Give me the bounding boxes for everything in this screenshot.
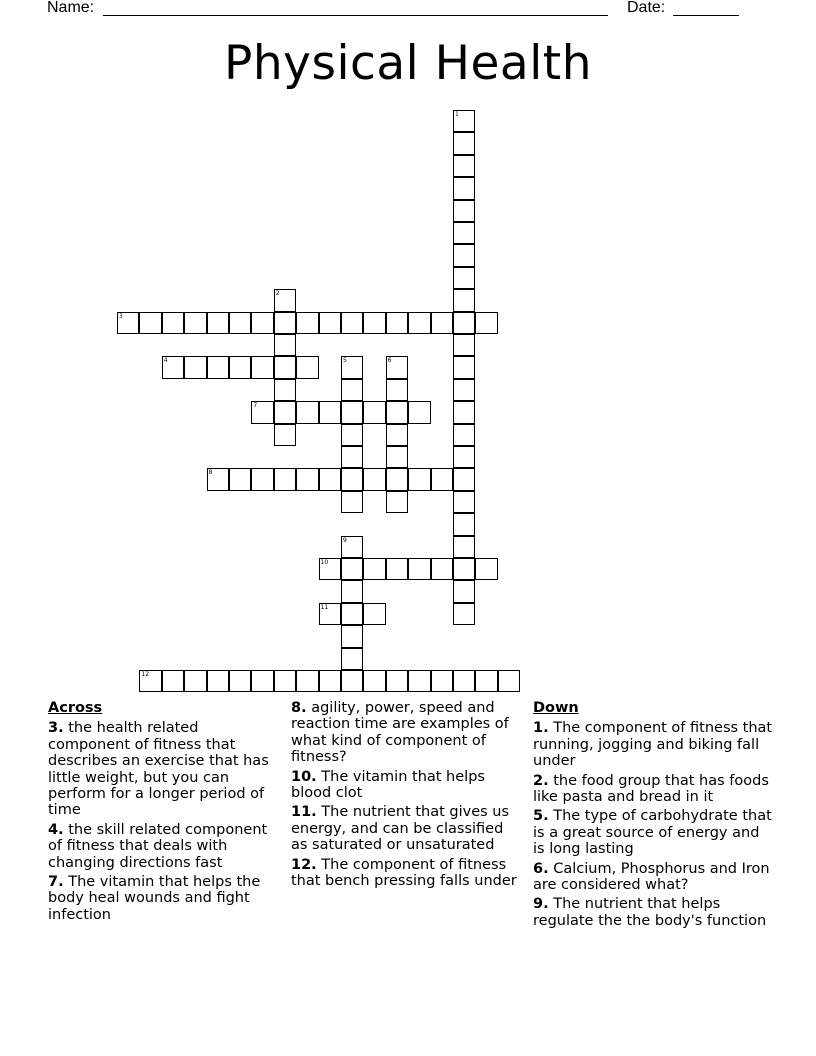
grid-cell[interactable] — [296, 401, 318, 423]
grid-cell[interactable] — [319, 401, 341, 423]
grid-cell[interactable] — [341, 491, 363, 513]
grid-cell[interactable] — [386, 356, 408, 378]
clue-item-number: 8. — [291, 700, 307, 716]
grid-cell[interactable] — [431, 670, 453, 692]
grid-cell[interactable] — [117, 312, 139, 334]
grid-cell[interactable] — [453, 670, 475, 692]
grid-cell[interactable] — [184, 312, 206, 334]
grid-cell[interactable] — [386, 670, 408, 692]
grid-cell[interactable] — [274, 670, 296, 692]
grid-cell[interactable] — [386, 491, 408, 513]
clue-item-number: 7. — [48, 874, 64, 891]
grid-cell[interactable] — [453, 334, 475, 356]
grid-cell[interactable] — [408, 468, 430, 490]
grid-cell[interactable] — [341, 580, 363, 602]
clue-item-number: 2. — [533, 772, 549, 789]
grid-cell[interactable] — [386, 558, 408, 580]
grid-cell[interactable] — [207, 468, 229, 490]
grid-cell[interactable] — [453, 603, 475, 625]
clue-item-text: The nutrient that helps regulate the the body's function — [533, 896, 767, 929]
grid-cell[interactable] — [274, 424, 296, 446]
grid-cell[interactable] — [341, 468, 363, 490]
across-heading: Across — [48, 700, 103, 716]
date-label: Date: — [627, 0, 666, 16]
grid-cell[interactable] — [453, 289, 475, 311]
grid-cell[interactable] — [341, 446, 363, 468]
clue-item — [533, 896, 773, 929]
clue-item-number: 1. — [533, 720, 549, 737]
clue-item — [48, 822, 280, 871]
clue-item-number: 3. — [48, 720, 64, 737]
grid-cell[interactable] — [296, 356, 318, 378]
grid-cell[interactable] — [139, 670, 161, 692]
clue-item — [533, 808, 773, 857]
clue-item-text: The vitamin that helps blood clot — [291, 768, 485, 802]
across-clue-list — [48, 720, 280, 923]
grid-cell[interactable] — [363, 603, 385, 625]
grid-cell[interactable] — [274, 312, 296, 334]
grid-cell[interactable] — [363, 401, 385, 423]
clue-item-number: 4. — [48, 821, 64, 838]
grid-cell[interactable] — [319, 603, 341, 625]
page-title: Physical Health — [224, 36, 592, 91]
grid-cell[interactable] — [341, 424, 363, 446]
grid-cell[interactable] — [341, 312, 363, 334]
clue-number: 9 — [343, 536, 347, 544]
grid-cell[interactable] — [251, 312, 273, 334]
clue-item-text: The component of fitness that running, jogging and biking fall under — [533, 720, 773, 770]
grid-cell[interactable] — [341, 379, 363, 401]
grid-cell[interactable] — [498, 670, 520, 692]
clue-item-text: The nutrient that gives us energy, and can be classified as saturated or unsaturated — [291, 804, 510, 854]
grid-cell[interactable] — [296, 312, 318, 334]
grid-cell[interactable] — [139, 312, 161, 334]
grid-cell[interactable] — [296, 468, 318, 490]
grid-cell[interactable] — [319, 558, 341, 580]
grid-cell[interactable] — [274, 401, 296, 423]
grid-cell[interactable] — [341, 356, 363, 378]
grid-cell[interactable] — [475, 312, 497, 334]
grid-cell[interactable] — [363, 558, 385, 580]
grid-cell[interactable] — [363, 468, 385, 490]
grid-cell[interactable] — [274, 379, 296, 401]
clue-item-text: Calcium, Phosphorus and Iron are considered what? — [533, 860, 770, 894]
grid-cell[interactable] — [162, 670, 184, 692]
grid-cell[interactable] — [274, 356, 296, 378]
grid-cell[interactable] — [229, 356, 251, 378]
grid-cell[interactable] — [274, 468, 296, 490]
clue-item-number: 11. — [291, 804, 317, 821]
grid-cell[interactable] — [453, 132, 475, 154]
grid-cell[interactable] — [341, 558, 363, 580]
name-label: Name: — [47, 0, 95, 16]
grid-cell[interactable] — [453, 468, 475, 490]
grid-cell[interactable] — [251, 468, 273, 490]
down-clue-list — [533, 720, 773, 929]
clue-item — [291, 700, 523, 766]
grid-cell[interactable] — [431, 558, 453, 580]
grid-cell[interactable] — [475, 558, 497, 580]
clue-item-text: the skill related component of fitness that deals with changing directions fast — [48, 821, 268, 871]
grid-cell[interactable] — [431, 312, 453, 334]
grid-cell[interactable] — [341, 625, 363, 647]
clue-number: 8 — [208, 469, 213, 477]
clue-number: 5 — [343, 357, 347, 365]
across-clues-continued — [291, 700, 523, 892]
clue-item-number: 10. — [291, 768, 317, 785]
grid-cell[interactable] — [453, 513, 475, 535]
grid-cell[interactable] — [251, 401, 273, 423]
grid-cell[interactable] — [207, 356, 229, 378]
grid-cell[interactable] — [453, 200, 475, 222]
grid-cell[interactable] — [453, 177, 475, 199]
grid-cell[interactable] — [162, 312, 184, 334]
clue-item-text: the health related component of fitness that describes an exercise that has little weight, but you can perform for a longer period of time — [48, 720, 269, 819]
down-heading: Down — [533, 700, 579, 716]
clue-item-text: The vitamin that helps the body heal wounds and fight infection — [48, 874, 261, 923]
clue-item — [533, 720, 773, 769]
clue-item-text: the food group that has foods like pasta and bread in it — [533, 772, 769, 806]
grid-cell[interactable] — [453, 379, 475, 401]
grid-cell[interactable] — [386, 379, 408, 401]
grid-cell[interactable] — [453, 356, 475, 378]
clue-item-text: The type of carbohydrate that is a great source of energy and is long lasting — [533, 808, 772, 858]
clue-item-number: 6. — [533, 860, 549, 877]
clue-item — [291, 857, 523, 890]
grid-cell[interactable] — [162, 356, 184, 378]
grid-cell[interactable] — [475, 670, 497, 692]
grid-cell[interactable] — [453, 267, 475, 289]
clue-item-number: 5. — [533, 808, 549, 825]
clue-item-number: 9. — [533, 896, 549, 913]
clue-item-text: agility, power, speed and reaction time are examples of what kind of component of fitness? — [291, 700, 509, 766]
clue-item-text: The component of fitness that bench pressing falls under — [291, 856, 517, 890]
clue-number: 10 — [320, 559, 329, 566]
clue-item — [48, 720, 280, 818]
grid-cell[interactable] — [408, 401, 430, 423]
grid-cell[interactable] — [386, 468, 408, 490]
clue-number: 7 — [253, 402, 258, 410]
grid-cell[interactable] — [341, 670, 363, 692]
clue-item — [48, 874, 280, 923]
grid-cell[interactable] — [386, 446, 408, 468]
grid-cell[interactable] — [431, 468, 453, 490]
clue-number: 4 — [163, 357, 168, 365]
grid-cell[interactable] — [229, 468, 251, 490]
across-clue-list-continued — [291, 700, 523, 889]
grid-cell[interactable] — [341, 648, 363, 670]
grid-cell[interactable] — [363, 312, 385, 334]
clue-number: 3 — [119, 312, 123, 320]
grid-cell[interactable] — [229, 312, 251, 334]
grid-cell[interactable] — [341, 536, 363, 558]
grid-cell[interactable] — [453, 491, 475, 513]
clue-item — [291, 769, 523, 802]
grid-cell[interactable] — [229, 670, 251, 692]
grid-cell[interactable] — [386, 401, 408, 423]
grid-cell[interactable] — [363, 670, 385, 692]
grid-cell[interactable] — [453, 222, 475, 244]
grid-cell[interactable] — [453, 244, 475, 266]
grid-cell[interactable] — [251, 356, 273, 378]
grid-cell[interactable] — [453, 401, 475, 423]
grid-cell[interactable] — [386, 424, 408, 446]
clue-item — [533, 861, 773, 894]
grid-cell[interactable] — [453, 558, 475, 580]
clue-item — [533, 773, 773, 806]
grid-cell[interactable] — [453, 424, 475, 446]
grid-cell[interactable] — [453, 110, 475, 132]
grid-cell[interactable] — [274, 334, 296, 356]
grid-cell[interactable] — [207, 670, 229, 692]
grid-cell[interactable] — [453, 446, 475, 468]
grid-cell[interactable] — [453, 580, 475, 602]
clue-number: 6 — [387, 357, 392, 365]
grid-cell[interactable] — [319, 670, 341, 692]
grid-cell[interactable] — [408, 312, 430, 334]
grid-cell[interactable] — [184, 670, 206, 692]
down-clues-column — [533, 700, 773, 932]
grid-cell[interactable] — [408, 558, 430, 580]
clue-item — [291, 804, 523, 853]
grid-cell[interactable] — [296, 670, 318, 692]
grid-cell[interactable] — [207, 312, 229, 334]
grid-cell[interactable] — [453, 312, 475, 334]
grid-cell[interactable] — [319, 468, 341, 490]
clue-number: 12 — [141, 671, 150, 678]
grid-cell[interactable] — [274, 289, 296, 311]
across-clues-column — [48, 700, 280, 926]
clue-item-number: 12. — [291, 856, 317, 873]
grid-cell[interactable] — [251, 670, 273, 692]
grid-cell[interactable] — [341, 401, 363, 423]
clue-number: 2 — [275, 290, 280, 298]
grid-cell[interactable] — [386, 312, 408, 334]
grid-cell[interactable] — [408, 670, 430, 692]
grid-cell[interactable] — [319, 312, 341, 334]
clue-number: 11 — [320, 603, 329, 611]
clue-number: 1 — [455, 111, 459, 118]
grid-cell[interactable] — [453, 536, 475, 558]
grid-cell[interactable] — [453, 155, 475, 177]
grid-cell[interactable] — [184, 356, 206, 378]
grid-cell[interactable] — [341, 603, 363, 625]
